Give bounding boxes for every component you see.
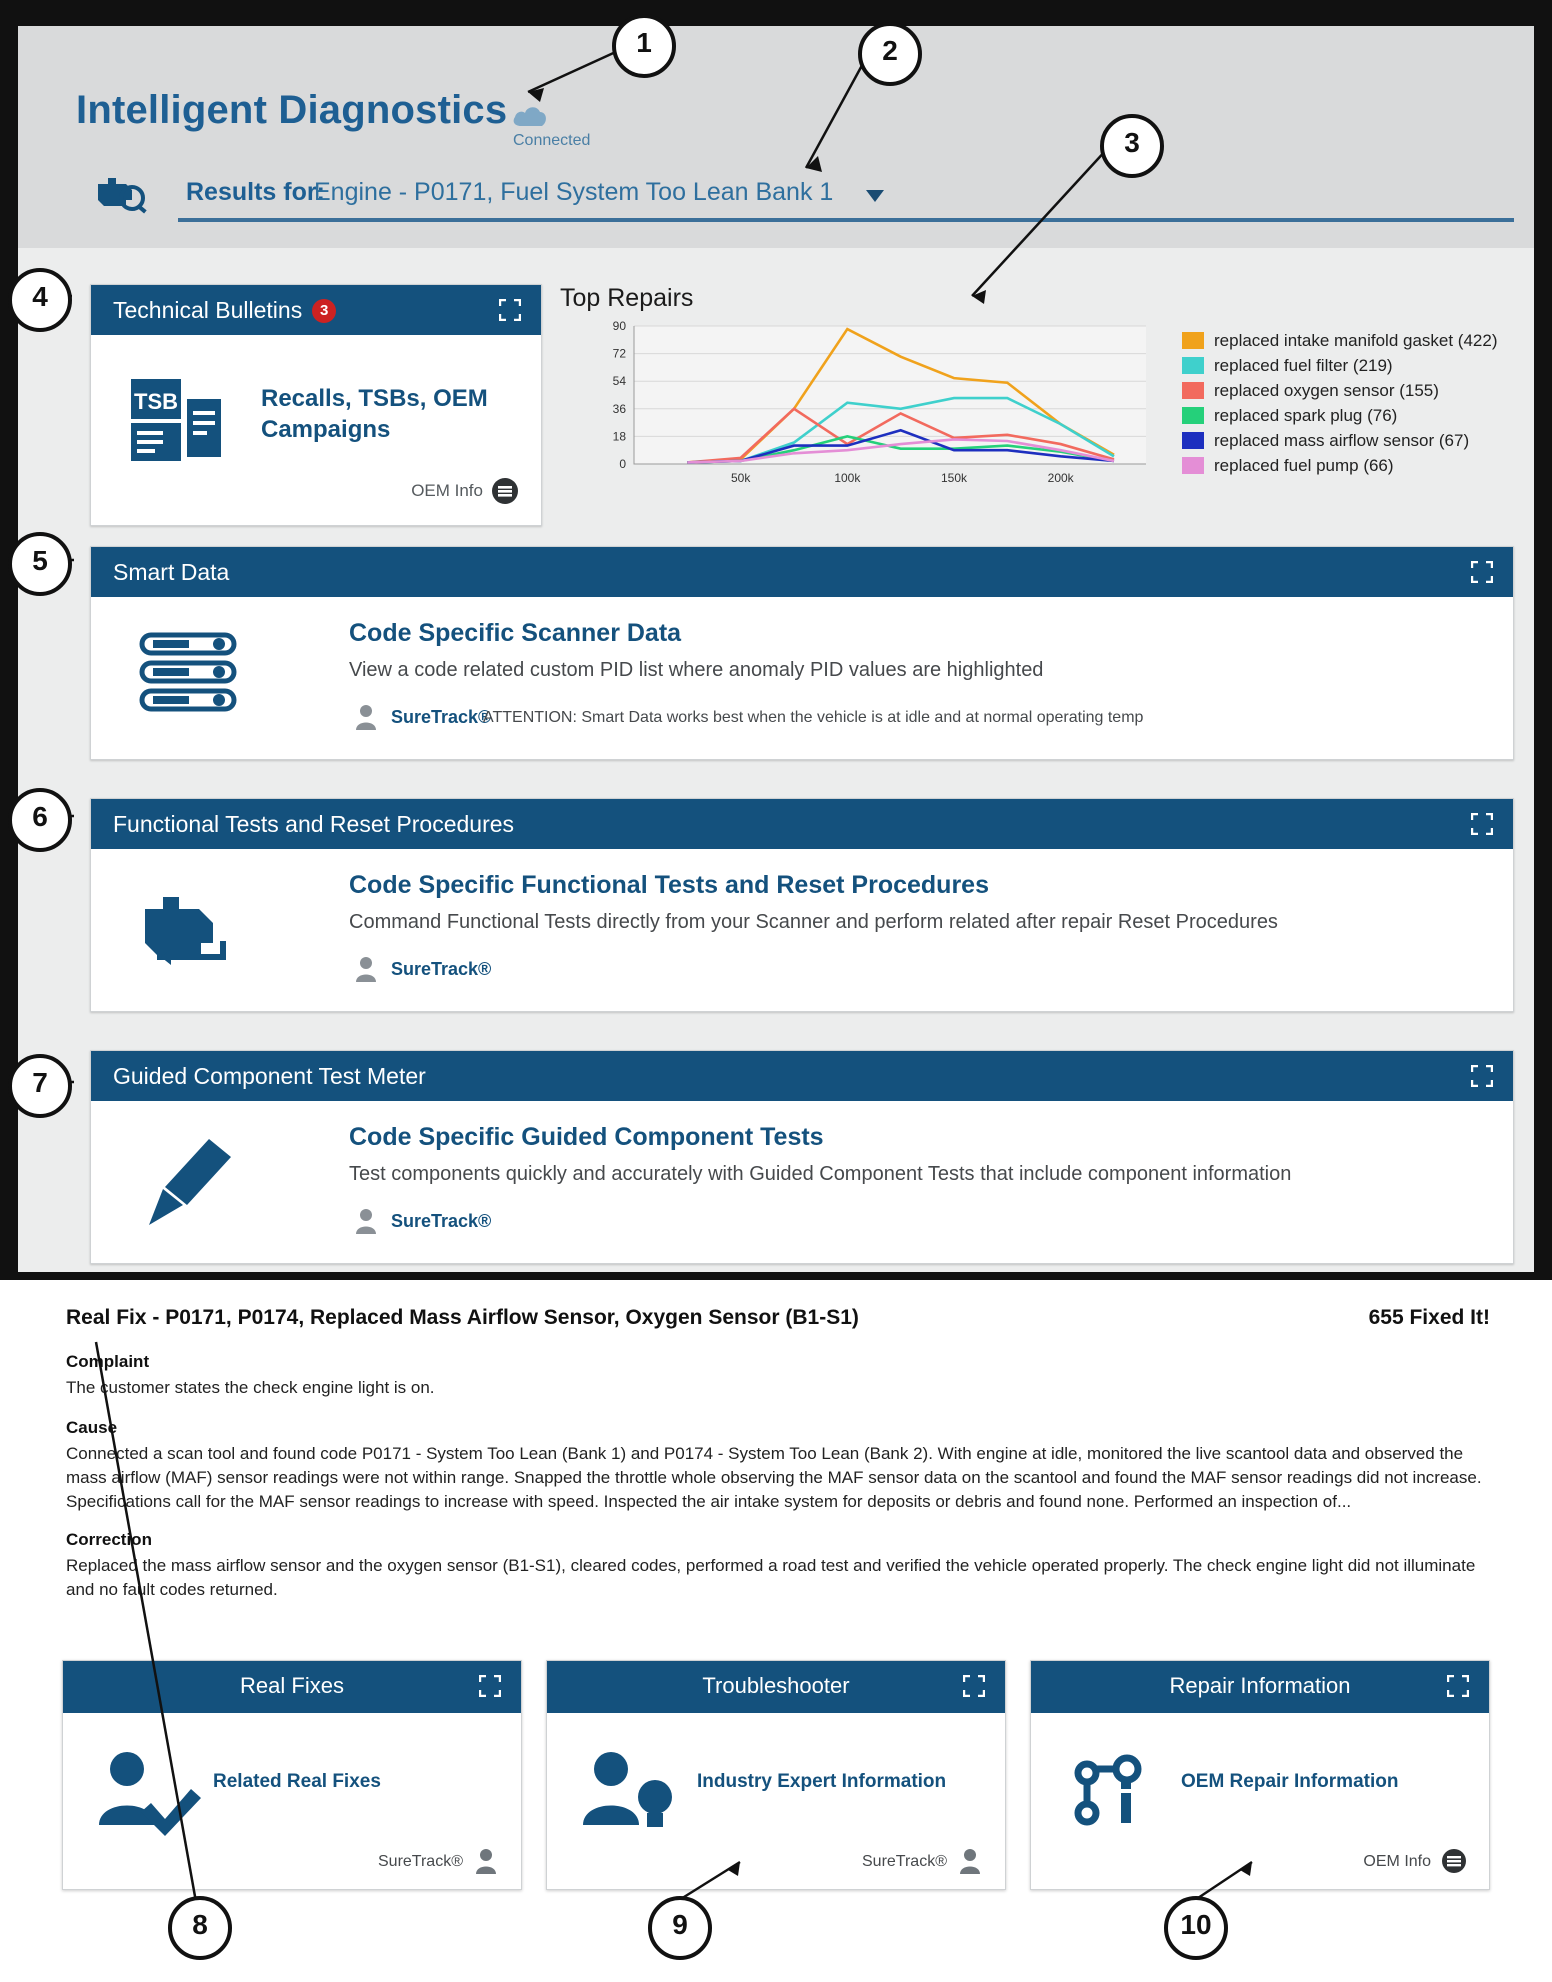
real-fix-title: Real Fix - P0171, P0174, Replaced Mass Airflow Sensor, Oxygen Sensor (B1-S1)	[66, 1306, 859, 1329]
guided-component-card-title: Code Specific Guided Component Tests	[349, 1123, 824, 1151]
callout-1: 1	[612, 14, 676, 78]
repair-information-body	[1031, 1713, 1489, 1887]
oem-info-icon[interactable]	[491, 477, 519, 505]
test-probe-icon	[137, 1131, 247, 1231]
svg-text:50k: 50k	[730, 471, 751, 485]
smart-data-card-title: Code Specific Scanner Data	[349, 619, 682, 647]
technician-check-icon	[93, 1747, 203, 1837]
wrench-info-icon	[1061, 1747, 1171, 1837]
troubleshooter-title: Troubleshooter	[702, 1673, 850, 1698]
expand-icon[interactable]	[1471, 1065, 1493, 1087]
chart-plot	[592, 320, 1152, 490]
smart-data-header	[91, 547, 1513, 597]
guided-component-title: Guided Component Test Meter	[113, 1063, 426, 1089]
real-fixes-body	[63, 1713, 521, 1887]
callout-2: 2	[858, 22, 922, 86]
real-fixes-foot-label: SureTrack®	[378, 1853, 463, 1870]
oem-info-label: OEM Info	[411, 481, 483, 500]
callout-4: 4	[8, 268, 72, 332]
legend-item	[1182, 328, 1512, 353]
suretrack-icon	[353, 955, 379, 983]
expand-icon[interactable]	[1447, 1675, 1469, 1697]
troubleshooter-foot-label: SureTrack®	[862, 1853, 947, 1870]
callout-3: 3	[1100, 114, 1164, 178]
real-fixes-title: Real Fixes	[240, 1673, 344, 1698]
legend-swatch	[1182, 457, 1204, 474]
chart-legend	[1182, 328, 1512, 478]
app-screen	[18, 26, 1534, 1272]
troubleshooter-card[interactable]	[546, 1660, 1006, 1890]
scan-engine-icon	[94, 170, 150, 214]
functional-tests-body	[91, 849, 1513, 1011]
suretrack-icon	[473, 1847, 499, 1875]
legend-item	[1182, 403, 1512, 428]
expert-idea-icon	[577, 1747, 687, 1837]
legend-label: replaced spark plug (76)	[1214, 406, 1398, 425]
functional-tests-card-title: Code Specific Functional Tests and Reset Procedures	[349, 871, 989, 899]
legend-label: replaced fuel pump (66)	[1214, 456, 1394, 475]
smart-data-panel[interactable]	[90, 546, 1514, 760]
repair-information-label: OEM Repair Information	[1181, 1771, 1399, 1792]
technical-bulletins-panel[interactable]	[90, 284, 542, 526]
header-divider	[178, 218, 1514, 222]
legend-swatch	[1182, 432, 1204, 449]
repair-information-title: Repair Information	[1169, 1673, 1351, 1698]
legend-item	[1182, 428, 1512, 453]
repair-information-foot-label: OEM Info	[1363, 1853, 1431, 1870]
functional-tests-card-desc: Command Functional Tests directly from your Scanner and perform related after repair Reset Procedures	[349, 911, 1278, 933]
technical-bulletins-body	[91, 335, 541, 525]
guided-component-body	[91, 1101, 1513, 1263]
svg-text:36: 36	[612, 401, 626, 416]
real-fixes-card[interactable]	[62, 1660, 522, 1890]
legend-label: replaced fuel filter (219)	[1214, 356, 1393, 375]
complaint-text: The customer states the check engine light is on.	[66, 1378, 435, 1397]
legend-label: replaced mass airflow sensor (67)	[1214, 431, 1470, 450]
smart-data-suretrack-label: SureTrack®	[391, 707, 492, 727]
svg-text:90: 90	[612, 320, 626, 333]
suretrack-icon	[957, 1847, 983, 1875]
results-value: Engine - P0171, Fuel System Too Lean Bank 1	[314, 178, 834, 206]
callout-8: 8	[168, 1896, 232, 1960]
guided-component-card-desc: Test components quickly and accurately with Guided Component Tests that include component information	[349, 1163, 1292, 1185]
cause-heading: Cause	[66, 1418, 118, 1437]
callout-7: 7	[8, 1054, 72, 1118]
results-selector[interactable]	[76, 166, 1476, 222]
real-fixes-header	[63, 1661, 521, 1713]
tsb-card-title: Recalls, TSBs, OEM Campaigns	[261, 385, 488, 443]
expand-icon[interactable]	[1471, 561, 1493, 583]
legend-swatch	[1182, 357, 1204, 374]
tsb-document-icon	[129, 377, 225, 463]
smart-data-card-desc: View a code related custom PID list where anomaly PID values are highlighted	[349, 659, 1044, 681]
real-fixes-label: Related Real Fixes	[213, 1771, 381, 1792]
oem-info-icon[interactable]	[1441, 1847, 1467, 1875]
status-badge: 3	[312, 299, 336, 323]
callout-9: 9	[648, 1896, 712, 1960]
chevron-down-icon[interactable]	[866, 190, 884, 202]
expand-icon[interactable]	[963, 1675, 985, 1697]
smart-data-title: Smart Data	[113, 559, 230, 585]
suretrack-icon	[353, 703, 379, 731]
callout-6: 6	[8, 788, 72, 852]
smart-data-note: ATTENTION: Smart Data works best when the vehicle is at idle and at normal operating temp	[483, 709, 1144, 726]
app-header	[18, 26, 1534, 248]
legend-label: replaced intake manifold gasket (422)	[1214, 331, 1498, 350]
functional-tests-panel[interactable]	[90, 798, 1514, 1012]
top-repairs-chart	[552, 284, 1512, 524]
guided-component-header	[91, 1051, 1513, 1101]
troubleshooter-body	[547, 1713, 1005, 1887]
legend-label: replaced oxygen sensor (155)	[1214, 381, 1439, 400]
guided-component-suretrack-label: SureTrack®	[391, 1211, 492, 1231]
cause-text: Connected a scan tool and found code P0171 - System Too Lean (Bank 1) and P0174 - System Too Lean (Bank 2). With engine at idle, monitored the live scantool data and observed the mass airflow (MAF) sensor readings were not within range. Snapped the throttle whole observing the MAF sensor data on the scantool and found the MAF sensor readings did not increase. Specifications call for the MAF sensor readings to increase with speed. Inspected the air intake system for deposits or debris and found none. Performed an inspection of...	[66, 1444, 1482, 1511]
svg-text:54: 54	[612, 374, 626, 389]
legend-item	[1182, 378, 1512, 403]
callout-10: 10	[1164, 1896, 1228, 1960]
svg-text:TSB: TSB	[134, 389, 178, 414]
repair-information-header	[1031, 1661, 1489, 1713]
fixed-it-count: 655 Fixed It!	[1368, 1306, 1490, 1329]
svg-text:150k: 150k	[940, 471, 968, 485]
troubleshooter-header	[547, 1661, 1005, 1713]
engine-test-icon	[137, 879, 247, 979]
expand-icon[interactable]	[1471, 813, 1493, 835]
cloud-icon	[511, 102, 549, 128]
svg-text:0: 0	[619, 457, 626, 471]
technical-bulletins-header	[91, 285, 541, 335]
guided-component-panel[interactable]	[90, 1050, 1514, 1264]
legend-item	[1182, 353, 1512, 378]
results-label: Results for:	[186, 178, 325, 206]
chart-title: Top Repairs	[560, 284, 694, 312]
svg-text:18: 18	[612, 429, 626, 444]
correction-heading: Correction	[66, 1530, 152, 1549]
connection-status: Connected	[513, 132, 591, 149]
legend-item	[1182, 453, 1512, 478]
pid-list-icon	[137, 627, 247, 727]
expand-icon[interactable]	[499, 299, 521, 321]
complaint-heading: Complaint	[66, 1352, 150, 1371]
technical-bulletins-title	[113, 297, 336, 324]
callout-5: 5	[8, 532, 72, 596]
legend-swatch	[1182, 382, 1204, 399]
smart-data-body	[91, 597, 1513, 759]
functional-tests-title: Functional Tests and Reset Procedures	[113, 811, 515, 837]
functional-tests-header	[91, 799, 1513, 849]
legend-swatch	[1182, 332, 1204, 349]
repair-information-card[interactable]	[1030, 1660, 1490, 1890]
expand-icon[interactable]	[479, 1675, 501, 1697]
suretrack-icon	[353, 1207, 379, 1235]
correction-text: Replaced the mass airflow sensor and the oxygen sensor (B1-S1), cleared codes, performed a road test and verified the vehicle operated properly. The check engine light did not illuminate and no fault codes returned.	[66, 1556, 1476, 1599]
legend-swatch	[1182, 407, 1204, 424]
troubleshooter-label: Industry Expert Information	[697, 1771, 947, 1792]
functional-tests-suretrack-label: SureTrack®	[391, 959, 492, 979]
svg-text:72: 72	[612, 346, 626, 361]
svg-text:200k: 200k	[1047, 471, 1074, 485]
svg-text:100k: 100k	[834, 471, 861, 485]
technical-bulletins-label: Technical Bulletins	[113, 297, 303, 323]
page-title: Intelligent Diagnostics	[76, 88, 508, 132]
